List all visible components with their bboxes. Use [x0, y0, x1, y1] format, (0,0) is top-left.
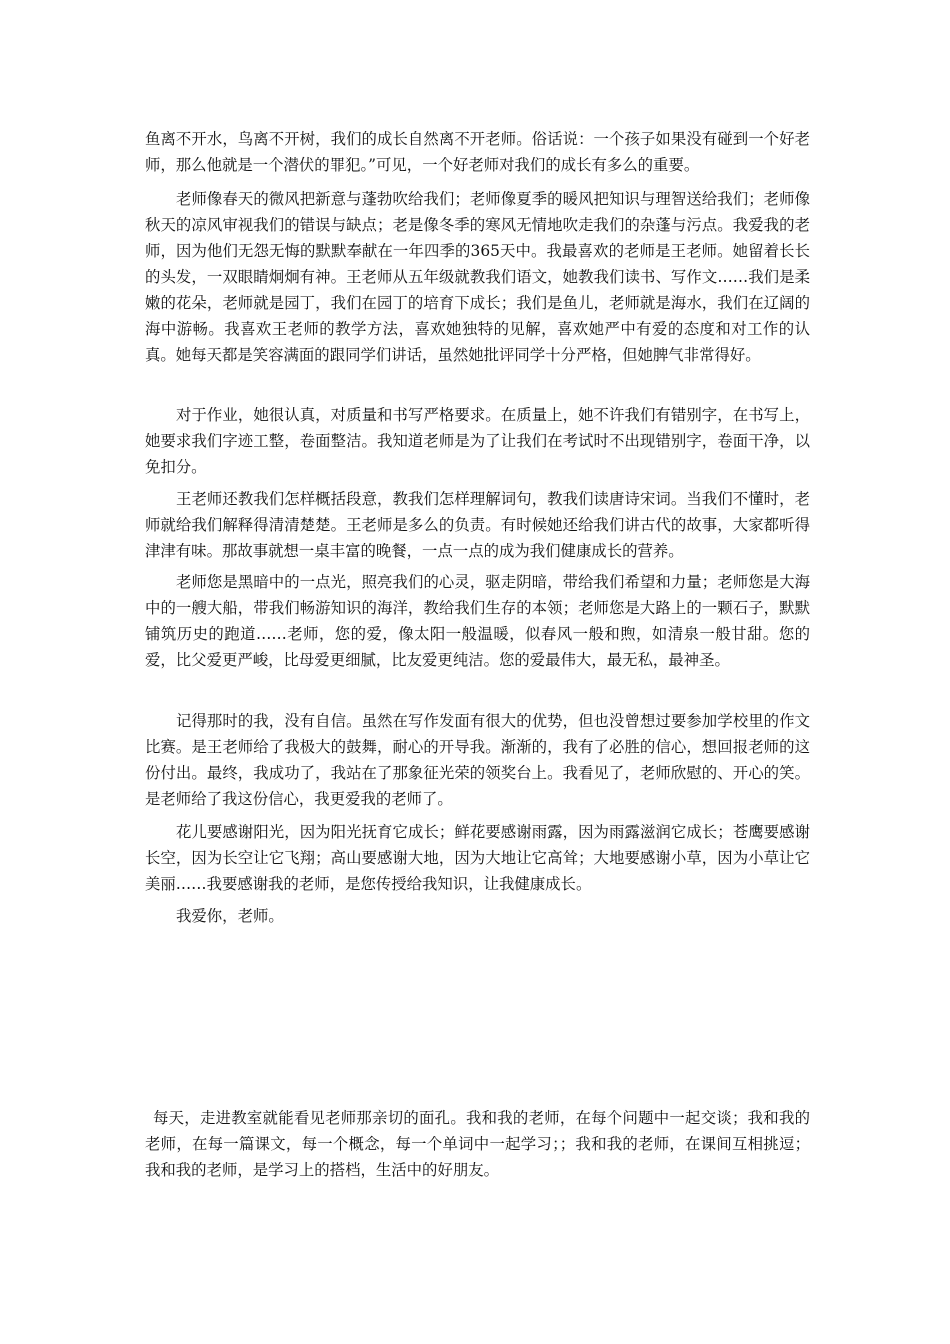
- paragraph-3: 对于作业，她很认真，对质量和书写严格要求。在质量上，她不许我们有错别字，在书写上，她要求我们字迹工整，卷面整洁。我知道老师是为了让我们在考试时不出现错别字，卷面干净，以免扣分。: [145, 406, 810, 476]
- paragraph-9: 每天，走进教室就能看见老师那亲切的面孔。我和我的老师，在每个问题中一起交谈；我和我的老师，在每一篇课文，每一个概念，每一个单词中一起学习；；我和我的老师，在课间互相挑逗；我和我的老师，是学习上的搭档，生活中的好朋友。: [145, 1109, 810, 1179]
- paragraph-7: 花儿要感谢阳光，因为阳光抚育它成长；鲜花要感谢雨露，因为雨露滋润它成长；苍鹰要感谢长空，因为长空让它飞翔；高山要感谢大地，因为大地让它高耸；大地要感谢小草，因为小草让它美丽……我要感谢我的老师，是您传授给我知识，让我健康成长。: [145, 823, 810, 893]
- paragraph-1: 鱼离不开水，鸟离不开树，我们的成长自然离不开老师。俗话说：一个孩子如果没有碰到一个好老师，那么他就是一个潜伏的罪犯。”可见，一个好老师对我们的成长有多么的重要。: [145, 130, 810, 174]
- paragraph-5: 老师您是黑暗中的一点光，照亮我们的心灵，驱走阴暗，带给我们希望和力量；老师您是大海中的一艘大船，带我们畅游知识的海洋，教给我们生存的本领；老师您是大路上的一颗石子，默默铺筑历史的跑道……老师，您的爱，像太阳一般温暖，似春风一般和煦，如清泉一般甘甜。您的爱，比父爱更严峻，比母爱更细腻，比友爱更纯洁。您的爱最伟大，最无私，最神圣。: [145, 573, 810, 669]
- paragraph-2: 老师像春天的微风把新意与蓬勃吹给我们；老师像夏季的暖风把知识与理智送给我们；老师像秋天的凉风审视我们的错误与缺点；老是像冬季的寒风无情地吹走我们的杂蓬与污点。我爱我的老师，因为他们无怨无悔的默默奉献在一年四季的365天中。我最喜欢的老师是王老师。她留着长长的头发，一双眼睛炯炯有神。王老师从五年级就教我们语文，她教我们读书、写作文……我们是柔嫩的花朵，老师就是园丁，我们在园丁的培育下成长；我们是鱼儿，老师就是海水，我们在辽阔的海中游畅。我喜欢王老师的教学方法，喜欢她独特的见解，喜欢她严中有爱的态度和对工作的认真。她每天都是笑容满面的跟同学们讲话，虽然她批评同学十分严格，但她脾气非常得好。: [145, 190, 810, 364]
- paragraph-8: 我爱你，老师。: [176, 907, 284, 925]
- paragraph-6: 记得那时的我，没有自信。虽然在写作发面有很大的优势，但也没曾想过要参加学校里的作文比赛。是王老师给了我极大的鼓舞，耐心的开导我。渐渐的，我有了必胜的信心，想回报老师的这份付出。最终，我成功了，我站在了那象征光荣的领奖台上。我看见了，老师欣慰的、开心的笑。是老师给了我这份信心，我更爱我的老师了。: [145, 712, 810, 808]
- paragraph-4: 王老师还教我们怎样概括段意，教我们怎样理解词句，教我们读唐诗宋词。当我们不懂时，老师就给我们解释得清清楚楚。王老师是多么的负责。有时候她还给我们讲古代的故事，大家都听得津津有味。那故事就想一桌丰富的晚餐，一点一点的成为我们健康成长的营养。: [145, 490, 810, 560]
